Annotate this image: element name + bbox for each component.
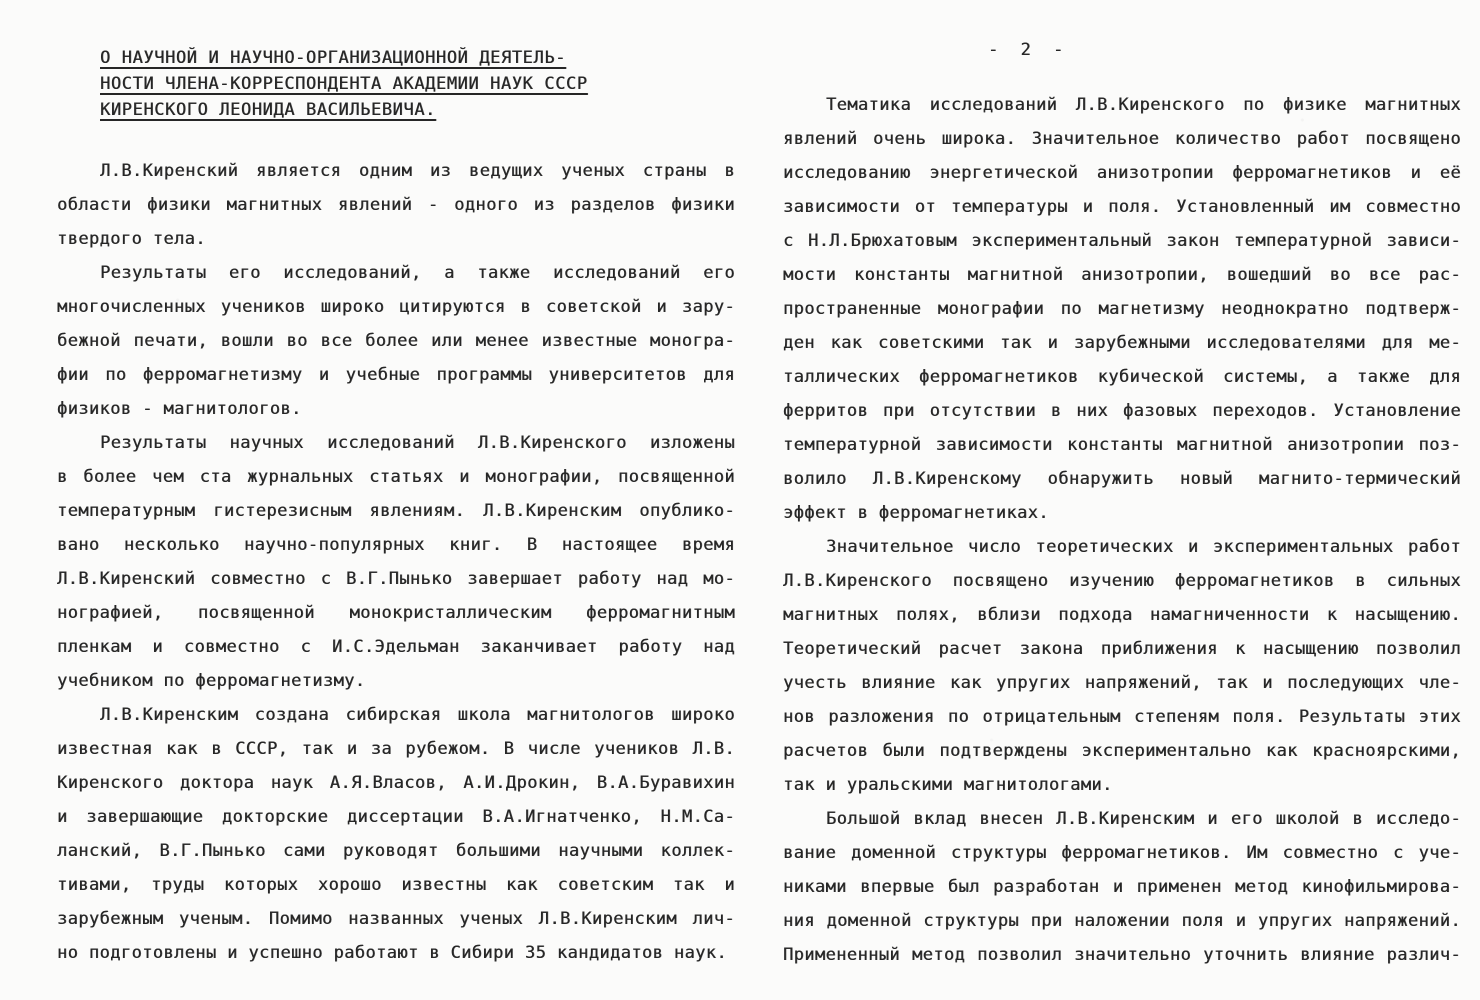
text-line: ферритов при отсутствии в них фазовых переходов. Установление: [783, 401, 1461, 421]
text-line: тивами, труды которых хорошо известны как советским так и: [57, 875, 735, 895]
text-line: эффект в ферромагнетиках.: [783, 503, 1049, 523]
text-line: Большой вклад внесен Л.В.Киренским и его школой в исследо-: [826, 809, 1461, 829]
text-line: вание доменной структуры ферромагнетиков. Им совместно с уче-: [783, 843, 1461, 863]
text-line: Результаты научных исследований Л.В.Киренского изложены: [100, 433, 735, 453]
text-line: расчетов были подтверждены экспериментально как красноярскими,: [783, 741, 1461, 761]
page-number: - 2 -: [988, 40, 1070, 60]
text-line: Тематика исследований Л.В.Киренского по физике магнитных: [826, 95, 1461, 115]
text-line: с Н.Л.Брюхатовым экспериментальный закон температурной зависи-: [783, 231, 1461, 251]
text-line: области физики магнитных явлений - одного из разделов физики: [57, 195, 735, 215]
text-line: температурным гистерезисным явлениям. Л.В.Киренским опублико-: [57, 501, 735, 521]
text-line: Значительное число теоретических и экспериментальных работ: [826, 537, 1461, 557]
text-line: бежной печати, вошли во все более или менее известные моногра-: [57, 331, 735, 351]
text-line: Примененный метод позволил значительно уточнить влияние различ-: [783, 945, 1461, 965]
text-line: нов разложения по отрицательным степеням поля. Результаты этих: [783, 707, 1461, 727]
title-line-2: НОСТИ ЧЛЕНА-КОРРЕСПОНДЕНТА АКАДЕМИИ НАУК СССР: [100, 74, 588, 94]
text-line: и завершающие докторские диссертации В.А.Игнатченко, Н.М.Са-: [57, 807, 735, 827]
text-line: многочисленных учеников широко цитируются в советской и зару-: [57, 297, 735, 317]
text-line: ния доменной структуры при наложении поля и упругих напряжений.: [783, 911, 1461, 931]
text-line: ден как советскими так и зарубежными исследователями для ме-: [783, 333, 1461, 353]
text-line: исследованию энергетической анизотропии ферромагнетиков и её: [783, 163, 1461, 183]
text-line: Теоретический расчет закона приближения к насыщению позволил: [783, 639, 1461, 659]
text-line: Л.В.Киренский совместно с В.Г.Пынько завершает работу над мо-: [57, 569, 735, 589]
text-line: явлений очень широка. Значительное количество работ посвящено: [783, 129, 1461, 149]
text-line: никами впервые был разработан и применен метод кинофильмирова-: [783, 877, 1461, 897]
text-line: зависимости от температуры и поля. Установленный им совместно: [783, 197, 1461, 217]
text-line: учесть влияние как упругих напряжений, так и последующих чле-: [783, 673, 1461, 693]
title-line-1: О НАУЧНОЙ И НАУЧНО-ОРГАНИЗАЦИОННОЙ ДЕЯТЕЛЬ-: [100, 48, 566, 68]
text-line: Л.В.Киренский является одним из ведущих ученых страны в: [100, 161, 735, 181]
text-line: зарубежным ученым. Помимо названных ученых Л.В.Киренским лич-: [57, 909, 735, 929]
text-line: магнитных полях, вблизи подхода намагниченности к насыщению.: [783, 605, 1461, 625]
text-line: температурной зависимости константы магнитной анизотропии поз-: [783, 435, 1461, 455]
text-line: Л.В.Киренского посвящено изучению ферромагнетиков в сильных: [783, 571, 1461, 591]
text-line: фии по ферромагнетизму и учебные программы университетов для: [57, 365, 735, 385]
text-line: Л.В.Киренским создана сибирская школа магнитологов широко: [100, 705, 735, 725]
title-line-3: КИРЕНСКОГО ЛЕОНИДА ВАСИЛЬЕВИЧА.: [100, 100, 436, 120]
document-page-2: [783, 38, 1461, 972]
text-line: пленкам и совместно с И.С.Эдельман заканчивает работу над: [57, 637, 735, 657]
text-line: Киренского доктора наук А.Я.Власов, А.И.Дрокин, В.А.Буравихин: [57, 773, 735, 793]
text-line: но подготовлены и успешно работают в Сибири 35 кандидатов наук.: [57, 943, 727, 963]
text-line: в более чем ста журнальных статьях и монографии, посвященной: [57, 467, 735, 487]
text-line: вано несколько научно-популярных книг. В настоящее время: [57, 535, 735, 555]
text-line: мости константы магнитной анизотропии, вошедший во все рас-: [783, 265, 1461, 285]
text-line: учебником по ферромагнетизму.: [57, 671, 366, 691]
text-line: волило Л.В.Киренскому обнаружить новый магнито-термический: [783, 469, 1461, 489]
text-line: твердого тела.: [57, 229, 206, 249]
text-line: Результаты его исследований, а также исследований его: [100, 263, 735, 283]
text-block: [57, 154, 735, 970]
text-line: таллических ферромагнетиков кубической системы, а также для: [783, 367, 1461, 387]
document-page-1: [57, 45, 735, 970]
text-line: нографией, посвященной монокристаллическим ферромагнитным: [57, 603, 735, 623]
text-line: ланский, В.Г.Пынько сами руководят большими научными коллек-: [57, 841, 735, 861]
text-line: известная как в СССР, так и за рубежом. В числе учеников Л.В.: [57, 739, 735, 759]
text-block: [783, 88, 1461, 972]
text-line: так и уральскими магнитологами.: [783, 775, 1113, 795]
document-title: [57, 45, 735, 123]
text-line: пространенные монографии по магнетизму неоднократно подтверж-: [783, 299, 1461, 319]
text-line: физиков - магнитологов.: [57, 399, 302, 419]
